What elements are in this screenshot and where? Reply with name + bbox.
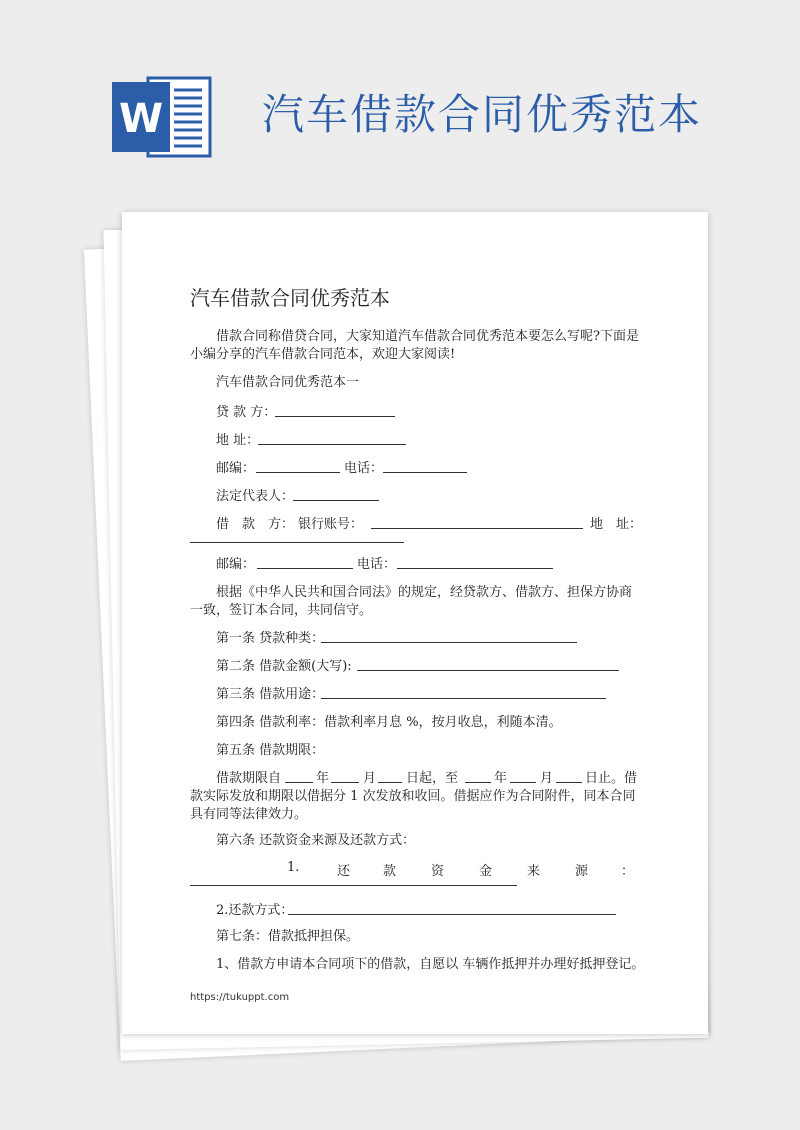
term-month2-blank (510, 782, 536, 783)
term-year-blank (285, 782, 313, 783)
term-month-label: 月 (363, 771, 377, 786)
repay-source-char: 1. (287, 860, 300, 875)
term-day-blank (378, 782, 402, 783)
article-7: 第七条：借款抵押担保。 (216, 929, 360, 944)
article-3-blank (321, 698, 606, 699)
svg-text:W: W (118, 96, 164, 142)
lender-blank (275, 416, 395, 417)
phone-label: 电话： (344, 461, 384, 476)
borrower-label: 借 款 方： (216, 517, 295, 532)
repay-source-char: 资 (431, 864, 445, 879)
article-6: 第六条 还款资金来源及还款方式： (216, 833, 416, 848)
word-document-icon (112, 74, 212, 160)
repay-source-char: 源 (575, 864, 589, 879)
article-2: 第二条 借款金额(大写): (216, 659, 352, 674)
repay-source-char: 款 (383, 864, 397, 879)
article-4: 第四条 借款利率：借款利率月息 %，按月收息，利随本清。 (216, 715, 562, 730)
header-title: 汽车借款合同优秀范本 (262, 90, 703, 139)
zip2-blank (257, 568, 353, 569)
intro-line-2: 小编分享的汽车借款合同范本，欢迎大家阅读! (190, 347, 456, 362)
term-end: 日止。借 (585, 771, 638, 786)
repay-method-label: 2.还款方式： (216, 903, 294, 918)
zip-label: 邮编： (216, 461, 256, 476)
document-title: 汽车借款合同优秀范本 (190, 286, 390, 310)
legal-rep-label: 法定代表人： (216, 489, 295, 504)
address-blank (258, 444, 406, 445)
term-day2-blank (556, 782, 582, 783)
footer-url: https://tukuppt.com (190, 992, 290, 1003)
address-label: 地 址： (216, 433, 260, 448)
article-3: 第三条 借款用途： (216, 687, 325, 702)
lender-label: 贷 款 方： (216, 405, 277, 420)
bank-account-blank (371, 528, 583, 529)
bank-account-label: 银行账号： (298, 517, 364, 532)
article-2-blank (357, 670, 619, 671)
term-start: 借款期限自 (216, 771, 282, 786)
intro-line-1: 借款合同称借贷合同，大家知道汽车借款合同优秀范本要怎么写呢?下面是 (216, 329, 639, 344)
term-month-blank (331, 782, 359, 783)
repay-method-blank (288, 914, 616, 915)
zip-blank (256, 472, 340, 473)
basis-line-1: 根据《中华人民共和国合同法》的规定，经贷款方、借款方、担保方协商 (216, 585, 633, 600)
term-year2-label: 年 (494, 771, 508, 786)
zip2-label: 邮编： (216, 557, 256, 572)
article-1: 第一条 贷款种类： (216, 631, 325, 646)
repay-source-blank (190, 885, 517, 886)
phone-blank (383, 472, 467, 473)
repay-source-char: ： (621, 864, 635, 879)
repay-source-char: 金 (479, 864, 493, 879)
address2-label: 地 址： (590, 517, 643, 532)
legal-rep-blank (293, 500, 379, 501)
article-1-blank (321, 642, 577, 643)
article-7-item-1: 1、借款方申请本合同项下的借款，自愿以 车辆作抵押并办理好抵押登记。 (216, 957, 645, 972)
term-year2-blank (465, 782, 491, 783)
repay-source-char: 来 (527, 864, 541, 879)
term-line-3: 具有同等法律效力。 (190, 807, 308, 822)
repay-source-char: 还 (337, 864, 351, 879)
term-month2-label: 月 (540, 771, 554, 786)
address2-blank (190, 542, 404, 543)
phone2-blank (397, 568, 553, 569)
article-5: 第五条 借款期限： (216, 743, 325, 758)
basis-line-2: 一致，签订本合同，共同信守。 (190, 603, 373, 618)
term-year-label: 年 (316, 771, 330, 786)
term-line-2: 款实际发放和期限以借据分 1 次发放和收回。借据应作为合同附件，同本合同 (190, 789, 636, 804)
term-day-from: 日起，至 (406, 771, 459, 786)
contract-subtitle: 汽车借款合同优秀范本一 (216, 375, 360, 390)
phone2-label: 电话： (357, 557, 397, 572)
